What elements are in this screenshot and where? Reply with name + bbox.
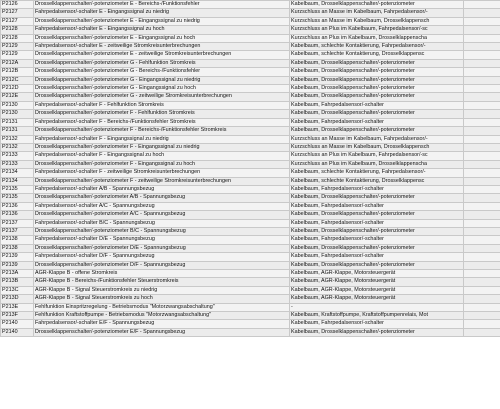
dtc-description-cell: Drosselklappenschalter/-potenziometer G - Eingangssignal zu niedrig [34,76,290,84]
dtc-code-cell: P2137 [1,219,34,227]
dtc-description-cell: Fehlfunktion Kraftstoffpumpe - Betriebsmodus "Motorzwangsabschaltung" [34,312,290,320]
empty-cell [464,320,500,328]
table-row [1,261,500,269]
dtc-cause-cell: Kabelbaum, Fahrpedalsensor/-schalter [290,101,464,109]
dtc-description-cell: Drosselklappenschalter/-potenziometer F - Eingangssignal zu niedrig [34,143,290,151]
table-row [1,43,500,51]
dtc-cause-cell: Kabelbaum, Drosselklappenschalter/-potenziometer [290,227,464,235]
dtc-cause-cell: - [290,303,464,311]
table-row [1,286,500,294]
dtc-cause-cell: Kurzschluss an Plus im Kabelbaum, Drosselklappenscha [290,160,464,168]
dtc-code-cell: P2131 [1,127,34,135]
dtc-code-cell: P2134 [1,169,34,177]
table-row [1,118,500,126]
empty-cell [464,286,500,294]
empty-cell [464,270,500,278]
dtc-cause-cell: Kurzschluss an Masse im Kabelbaum, Fahrpedalsensor/- [290,9,464,17]
empty-cell [464,244,500,252]
dtc-code-cell: P2135 [1,185,34,193]
dtc-cause-cell: Kabelbaum, Fahrpedalsensor/-schalter [290,219,464,227]
dtc-code-cell: P2128 [1,34,34,42]
empty-cell [464,143,500,151]
empty-cell [464,127,500,135]
dtc-description-cell: Drosselklappenschalter/-potenziometer E - Eingangssignal zu niedrig [34,17,290,25]
empty-cell [464,93,500,101]
dtc-description-cell: Drosselklappenschalter/-potenziometer D/F - Spannungsbezug [34,261,290,269]
dtc-description-cell: Drosselklappenschalter/-potenziometer E - zeitweilige Stromkreisunterbrechungen [34,51,290,59]
dtc-cause-cell: Kabelbaum, Fahrpedalsensor/-schalter [290,202,464,210]
empty-cell [464,211,500,219]
empty-cell [464,295,500,303]
table-row [1,93,500,101]
table-row [1,34,500,42]
dtc-cause-cell: Kabelbaum, Drosselklappenschalter/-potenziometer [290,194,464,202]
table-row [1,152,500,160]
dtc-cause-cell: Kabelbaum, AGR-Klappe, Motorsteuergerät [290,278,464,286]
table-row [1,202,500,210]
dtc-description-cell: Fahrpedalsensor/-schalter B/C - Spannungsbezug [34,219,290,227]
dtc-code-cell: P2126 [1,1,34,9]
dtc-code-cell: P2134 [1,177,34,185]
empty-cell [464,34,500,42]
empty-cell [464,227,500,235]
dtc-cause-cell: Kabelbaum, Kraftstoffpumpe, Kraftstoffpumpenrelais, Mot [290,312,464,320]
dtc-description-cell: Drosselklappenschalter/-potenziometer A/B - Spannungsbezug [34,194,290,202]
table-row [1,17,500,25]
dtc-cause-cell: Kabelbaum, Drosselklappenschalter/-potenziometer [290,93,464,101]
table-row [1,244,500,252]
empty-cell [464,9,500,17]
dtc-code-cell: P213C [1,286,34,294]
dtc-cause-cell: Kurzschluss an Masse im Kabelbaum, Drosselklappensch [290,143,464,151]
dtc-code-cell: P2139 [1,253,34,261]
table-row [1,68,500,76]
dtc-code-cell: P212E [1,93,34,101]
dtc-cause-cell: Kabelbaum, Drosselklappenschalter/-potenziometer [290,76,464,84]
empty-cell [464,1,500,9]
dtc-description-cell: Drosselklappenschalter/-potenziometer G - Fehlfunktion Stromkreis [34,59,290,67]
dtc-code-cell: P2133 [1,152,34,160]
dtc-cause-cell: Kabelbaum, AGR-Klappe, Motorsteuergerät [290,295,464,303]
dtc-code-cell: P2135 [1,194,34,202]
dtc-description-cell: Drosselklappenschalter/-potenziometer D/E - Spannungsbezug [34,244,290,252]
dtc-cause-cell: Kabelbaum, schlechte Kontaktierung, Drosselklappensc [290,51,464,59]
dtc-description-cell: Drosselklappenschalter/-potenziometer E/F - Spannungsbezug [34,328,290,336]
dtc-cause-cell: Kabelbaum, Drosselklappenschalter/-potenziometer [290,59,464,67]
dtc-code-cell: P2129 [1,51,34,59]
empty-cell [464,152,500,160]
dtc-cause-cell: Kabelbaum, Fahrpedalsensor/-schalter [290,320,464,328]
table-row [1,1,500,9]
dtc-code-cell: P2132 [1,135,34,143]
table-row [1,76,500,84]
table-row [1,85,500,93]
dtc-cause-cell: Kabelbaum, AGR-Klappe, Motorsteuergerät [290,286,464,294]
empty-cell [464,76,500,84]
dtc-cause-cell: Kabelbaum, Drosselklappenschalter/-potenziometer [290,211,464,219]
empty-cell [464,169,500,177]
empty-cell [464,135,500,143]
dtc-code-cell: P213D [1,295,34,303]
dtc-code-cell: P212D [1,85,34,93]
dtc-description-cell: Fahrpedalsensor/-schalter E - Eingangssignal zu niedrig [34,9,290,17]
dtc-cause-cell: Kabelbaum, schlechte Kontaktierung, Fahrpedalsensor/- [290,43,464,51]
dtc-description-cell: AGR-Klappe B - Signal Steuerstromkreis zu hoch [34,295,290,303]
dtc-description-cell: AGR-Klappe B - Signal Steuerstromkreis zu niedrig [34,286,290,294]
table-row [1,169,500,177]
dtc-description-cell: AGR-Klappe B - offene Stromkreis [34,270,290,278]
table-row [1,9,500,17]
table-row [1,219,500,227]
dtc-description-cell: Fahrpedalsensor/-schalter F - zeitweilige Stromkreisunterbrechungen [34,169,290,177]
table-row [1,185,500,193]
dtc-code-cell: P2137 [1,227,34,235]
empty-cell [464,185,500,193]
table-row [1,312,500,320]
dtc-code-cell: P213A [1,270,34,278]
dtc-description-cell: Fahrpedalsensor/-schalter A/B - Spannungsbezug [34,185,290,193]
empty-cell [464,194,500,202]
dtc-code-cell: P2140 [1,328,34,336]
empty-cell [464,261,500,269]
dtc-description-cell: Drosselklappenschalter/-potenziometer G - zeitweilige Stromkreisunterbrechungen [34,93,290,101]
dtc-cause-cell: Kabelbaum, Fahrpedalsensor/-schalter [290,253,464,261]
empty-cell [464,26,500,34]
dtc-description-cell: Drosselklappenschalter/-potenziometer F - Bereichs-/Funktionsfehler Stromkreis [34,127,290,135]
dtc-description-cell: Drosselklappenschalter/-potenziometer E - Eingangssignal zu hoch [34,34,290,42]
dtc-code-cell: P213F [1,312,34,320]
dtc-description-cell: Fahrpedalsensor/-schalter F - Bereichs-/Funktionsfehler Stromkreis [34,118,290,126]
dtc-description-cell: Fahrpedalsensor/-schalter D/F - Spannungsbezug [34,253,290,261]
table-row [1,160,500,168]
dtc-description-cell: Drosselklappenschalter/-potenziometer F - Fehlfunktion Stromkreis [34,110,290,118]
dtc-code-cell: P2127 [1,9,34,17]
dtc-cause-cell: Kurzschluss an Plus im Kabelbaum, Fahrpedalsensor/-sc [290,26,464,34]
dtc-description-cell: AGR-Klappe B - Bereichs-/Funktionsfehler Steuerstromkreis [34,278,290,286]
table-row [1,236,500,244]
dtc-description-cell: Fahrpedalsensor/-schalter E - zeitweilige Stromkreisunterbrechungen [34,43,290,51]
empty-cell [464,253,500,261]
empty-cell [464,160,500,168]
dtc-description-cell: Drosselklappenschalter/-potenziometer G - Bereichs-/Funktionsfehler [34,68,290,76]
dtc-description-cell: Drosselklappenschalter/-potenziometer A/C - Spannungsbezug [34,211,290,219]
dtc-code-cell: P2133 [1,160,34,168]
dtc-cause-cell: Kabelbaum, Fahrpedalsensor/-schalter [290,236,464,244]
dtc-cause-cell: Kabelbaum, Drosselklappenschalter/-potenziometer [290,244,464,252]
dtc-description-cell: Drosselklappenschalter/-potenziometer F - Eingangssignal zu hoch [34,160,290,168]
table-row [1,295,500,303]
table-row [1,135,500,143]
dtc-description-cell: Drosselklappenschalter/-potenziometer B/C - Spannungsbezug [34,227,290,235]
dtc-code-cell: P213E [1,303,34,311]
table-row [1,59,500,67]
dtc-code-cell: P2139 [1,261,34,269]
dtc-cause-cell: Kabelbaum, Drosselklappenschalter/-potenziometer [290,110,464,118]
empty-cell [464,236,500,244]
empty-cell [464,312,500,320]
dtc-description-cell: Fahrpedalsensor/-schalter F - Eingangssignal zu niedrig [34,135,290,143]
dtc-code-cell: P2131 [1,118,34,126]
dtc-code-cell: P2130 [1,101,34,109]
dtc-cause-cell: Kabelbaum, schlechte Kontaktierung, Fahrpedalsensor/- [290,169,464,177]
empty-cell [464,101,500,109]
dtc-cause-cell: Kabelbaum, AGR-Klappe, Motorsteuergerät [290,270,464,278]
empty-cell [464,118,500,126]
dtc-description-cell: Fahrpedalsensor/-schalter F - Eingangssignal zu hoch [34,152,290,160]
dtc-cause-cell: Kurzschluss an Plus im Kabelbaum, Fahrpedalsensor/-sc [290,152,464,160]
table-row [1,303,500,311]
dtc-code-cell: P2129 [1,43,34,51]
dtc-description-cell: Drosselklappenschalter/-potenziometer F - zeitweilige Stromkreisunterbrechungen [34,177,290,185]
dtc-cause-cell: Kurzschluss an Masse im Kabelbaum, Fahrpedalsensor/- [290,135,464,143]
empty-cell [464,85,500,93]
dtc-code-cell: P2132 [1,143,34,151]
empty-cell [464,43,500,51]
table-row [1,26,500,34]
table-row [1,110,500,118]
dtc-table-body [1,1,500,337]
table-row [1,253,500,261]
empty-cell [464,110,500,118]
empty-cell [464,202,500,210]
dtc-description-cell: Fahrpedalsensor/-schalter F - Fehlfunktion Stromkreis [34,101,290,109]
empty-cell [464,59,500,67]
empty-cell [464,177,500,185]
dtc-cause-cell: Kabelbaum, Drosselklappenschalter/-potenziometer [290,68,464,76]
dtc-cause-cell: Kabelbaum, Drosselklappenschalter/-potenziometer [290,328,464,336]
dtc-cause-cell: Kabelbaum, Fahrpedalsensor/-schalter [290,185,464,193]
dtc-description-cell: Fahrpedalsensor/-schalter A/C - Spannungsbezug [34,202,290,210]
table-row [1,211,500,219]
table-row [1,127,500,135]
empty-cell [464,219,500,227]
table-row [1,270,500,278]
table-row [1,143,500,151]
dtc-code-cell: P2138 [1,236,34,244]
dtc-description-cell: Fahrpedalsensor/-schalter D/E - Spannungsbezug [34,236,290,244]
dtc-description-cell: Fahrpedalsensor/-schalter E/F - Spannungsbezug [34,320,290,328]
dtc-code-cell: P2138 [1,244,34,252]
dtc-code-cell: P2136 [1,211,34,219]
dtc-code-cell: P213B [1,278,34,286]
empty-cell [464,303,500,311]
table-row [1,278,500,286]
table-row [1,320,500,328]
dtc-code-cell: P2130 [1,110,34,118]
empty-cell [464,328,500,336]
dtc-cause-cell: Kabelbaum, Fahrpedalsensor/-schalter [290,118,464,126]
dtc-cause-cell: Kurzschluss an Masse im Kabelbaum, Drosselklappensch [290,17,464,25]
table-row [1,227,500,235]
dtc-code-cell: P2140 [1,320,34,328]
empty-cell [464,51,500,59]
dtc-code-cell: P212A [1,59,34,67]
dtc-cause-cell: Kabelbaum, Drosselklappenschalter/-potenziometer [290,1,464,9]
dtc-description-cell: Drosselklappenschalter/-potenziometer E - Bereichs-/Funktionsfehler [34,1,290,9]
dtc-description-cell: Fehlfunktion Einspritzregelung - Betriebsmodus "Motorzwangsabschaltung" [34,303,290,311]
empty-cell [464,68,500,76]
dtc-cause-cell: Kabelbaum, Drosselklappenschalter/-potenziometer [290,127,464,135]
dtc-code-cell: P212B [1,68,34,76]
dtc-description-cell: Fahrpedalsensor/-schalter E - Eingangssignal zu hoch [34,26,290,34]
dtc-description-cell: Drosselklappenschalter/-potenziometer G - Eingangssignal zu hoch [34,85,290,93]
empty-cell [464,17,500,25]
dtc-code-cell: P2127 [1,17,34,25]
table-row [1,51,500,59]
dtc-code-cell: P2136 [1,202,34,210]
empty-cell [464,278,500,286]
dtc-cause-cell: Kabelbaum, schlechte Kontaktierung, Drosselklappensc [290,177,464,185]
table-row [1,328,500,336]
table-row [1,194,500,202]
table-row [1,101,500,109]
dtc-cause-cell: Kurzschluss an Plus im Kabelbaum, Drosselklappenscha [290,34,464,42]
dtc-cause-cell: Kabelbaum, Drosselklappenschalter/-potenziometer [290,261,464,269]
table-row [1,177,500,185]
dtc-cause-cell: Kabelbaum, Drosselklappenschalter/-potenziometer [290,85,464,93]
dtc-code-cell: P2128 [1,26,34,34]
dtc-code-cell: P212C [1,76,34,84]
